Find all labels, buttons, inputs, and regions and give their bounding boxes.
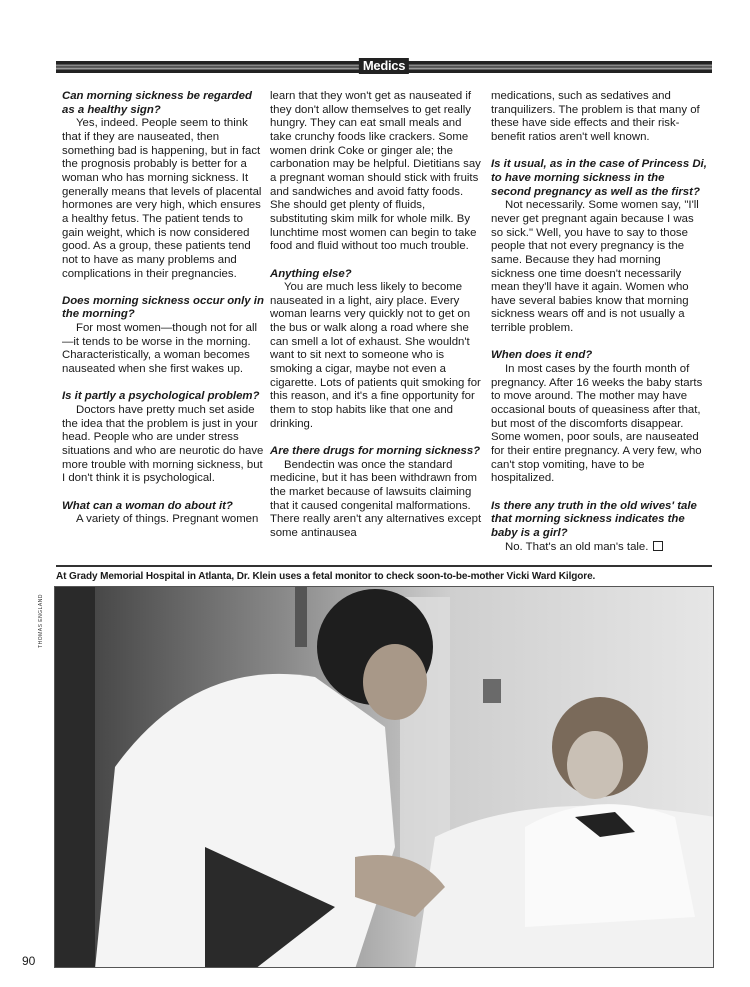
photo-credit-text: THOMAS ENGLAND xyxy=(37,594,44,648)
question: What can a woman do about it? xyxy=(62,499,233,512)
answer: Doctors have pretty much set aside the idea that the problem is just in your head. People who are under stress situations and who are neurotic do have more trouble with morning sickness, but I don't think it is psychological. xyxy=(62,404,264,485)
question: Does morning sickness occur only in the morning? xyxy=(62,294,264,321)
answer: Yes, indeed. People seem to think that if they are nauseated, then something bad is happening, but in fact the prognosis probably is better for a woman who has morning sickness. It generally means that levels of placental hormones are very high, which ensures a healthy fetus. The patient tends to gain weight, which is now considered good. As a group, these patients tend not to have as many problems and complications in their pregnancies. xyxy=(62,117,262,280)
end-of-article-mark xyxy=(653,541,663,551)
answer: Bendectin was once the standard medicine, but it has been withdrawn from the market because of lawsuits claiming that it caused congenital malformations. There really aren't any alternatives except some antinausea xyxy=(270,458,482,539)
section-header-bar xyxy=(56,58,712,73)
question: Anything else? xyxy=(270,267,352,280)
answer: Not necessarily. Some women say, "I'll never get pregnant again because I was so sick." Well, you have to say to those people that not every pregnancy is the same. Because they had morning sickness one time doesn't necessarily mean they'll have it again. Women who have several babies know that morning sickness wears off and is not usually a terrible problem. xyxy=(491,199,699,335)
answer: medications, such as sedatives and tranquilizers. The problem is that many of these have side effects and their risk-benefit ratios aren't well known. xyxy=(491,90,700,143)
answer: No. That's an old man's tale. xyxy=(505,540,649,553)
answer: For most women—though not for all—it tends to be worse in the morning. Characteristically, a woman becomes nauseated when she first wakes up. xyxy=(62,322,258,376)
photo-caption: At Grady Memorial Hospital in Atlanta, Dr. Klein uses a fetal monitor to check soon-to-be-mother Vicki Ward Kilgore. xyxy=(56,571,596,582)
question: Is it partly a psychological problem? xyxy=(62,390,260,403)
photo-credit xyxy=(38,590,52,660)
article-column-1 xyxy=(62,90,264,527)
answer: You are much less likely to become nauseated in a light, airy place. Every woman learns very quickly not to get on the bus or walk along a road where she can smell a lot of exhaust. She wouldn't want to sit next to someone who is smoking a cigar, maybe not even a cigarette. Lots of patients quit smoking for this reason, and it's a fine opportunity for them to stop habits like that one and drinking. xyxy=(270,281,481,430)
answer: learn that they won't get as nauseated if they don't allow themselves to get really hungry. They can eat small meals and take crunchy foods like crackers. Some women drink Coke or ginger ale; the carbonation may be helpful. Dietitians say a pregnant woman should stick with fruits and sandwiches and avoid fatty foods. She should get plenty of fluids, substituting skim milk for whole milk. By lunchtime most women can begin to take food and fluid without too much trouble. xyxy=(270,90,481,253)
section-title: Medics xyxy=(359,58,409,74)
article-column-3 xyxy=(491,90,707,554)
answer: A variety of things. Pregnant women xyxy=(76,513,259,526)
page-number: 90 xyxy=(22,954,36,968)
question: Are there drugs for morning sickness? xyxy=(270,445,481,458)
article-column-2 xyxy=(270,90,484,541)
question: Can morning sickness be regarded as a healthy sign? xyxy=(62,90,252,116)
question: When does it end? xyxy=(491,349,593,362)
caption-rule xyxy=(56,565,712,567)
answer: In most cases by the fourth month of pregnancy. After 16 weeks the baby starts to move around. The mother may have occasional bouts of queasiness after that, but most of the discomforts disappear. Some women, poor souls, are nauseated for their entire pregnancy. A very few, who can't stop vomiting, have to be hospitalized. xyxy=(491,363,703,485)
photo-illustration xyxy=(55,587,714,968)
question: Is there any truth in the old wives' tale that morning sickness indicates the baby is a girl? xyxy=(491,499,697,539)
photo-doctor-and-patient xyxy=(54,586,714,968)
question: Is it usual, as in the case of Princess Di, to have morning sickness in the second pregnancy as well as the first? xyxy=(491,158,707,198)
